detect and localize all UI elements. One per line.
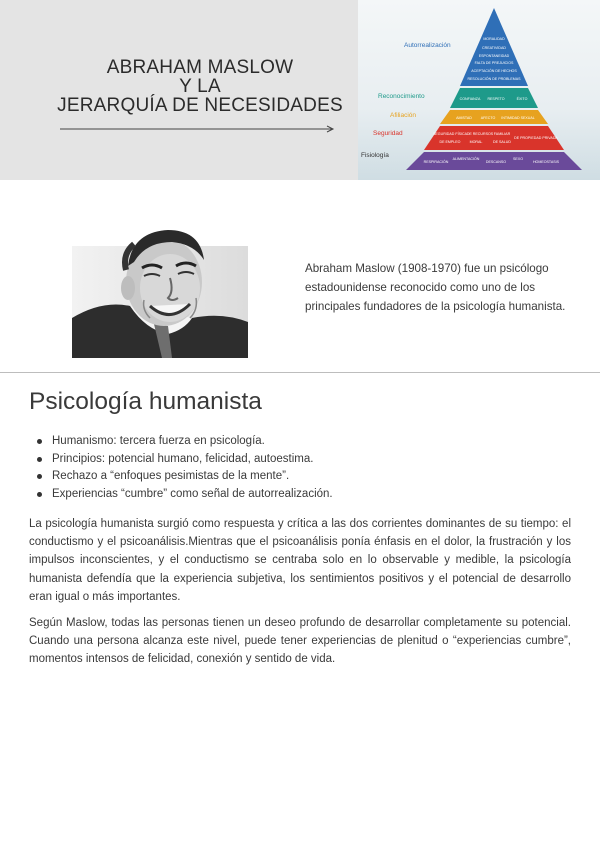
svg-text:ALIMENTACIÓN: ALIMENTACIÓN [452,157,480,161]
svg-text:AMISTAD: AMISTAD [456,116,472,120]
label-seguridad: Seguridad [373,130,403,137]
title-line-2: Y LA [179,76,221,97]
bullet-list [36,433,576,503]
svg-text:DE PROPIEDAD PRIVADA: DE PROPIEDAD PRIVADA [514,136,558,140]
svg-text:ESPONTANEIDAD: ESPONTANEIDAD [478,54,510,58]
paragraph-1: La psicología humanista surgió como respuesta y crítica a las dos corrientes dominantes de su tiempo: el conductismo y el psicoanálisis.Mientras que el psicoanálisis ponía énfasis en el dolor, la frustración y los impulsos inconscientes, y el conductismo se centraba solo en lo observable y medible, la psicología humanista defendía que la experiencia subjetiva, los sentimientos positivos y el potencial de desarrollo eran igual o más importantes. [29,518,571,603]
svg-text:HOMEOSTASIS: HOMEOSTASIS [532,160,560,164]
svg-text:SEGURIDAD FÍSICA: SEGURIDAD FÍSICA [433,132,467,136]
bio-text: Abraham Maslow (1908-1970) fue un psicólogo estadounidense reconocido como uno de los principales fundadores de la psicología humanista. [305,262,566,313]
svg-text:RESPIRACIÓN: RESPIRACIÓN [423,160,449,164]
svg-text:ACEPTACIÓN DE HECHOS: ACEPTACIÓN DE HECHOS [471,69,517,73]
svg-text:SEXO: SEXO [513,157,523,161]
label-autorrealizacion: Autorrealización [404,42,451,49]
arrow-right-icon [60,124,338,134]
maslow-pyramid-image [358,0,600,180]
label-reconocimiento: Reconocimiento [378,93,425,100]
svg-text:RESOLUCIÓN DE PROBLEMAS: RESOLUCIÓN DE PROBLEMAS [467,77,521,81]
svg-text:MORAL: MORAL [469,140,483,144]
page-title [40,58,360,115]
list-item: Principios: potencial humano, felicidad, autoestima. [36,451,576,469]
svg-text:RESPETO: RESPETO [487,97,505,101]
section-heading: Psicología humanista [29,388,262,415]
svg-text:CREATIVIDAD: CREATIVIDAD [482,46,506,50]
title-line-3: JERARQUÍA DE NECESIDADES [57,95,343,116]
paragraph-2: Según Maslow, todas las personas tienen un deseo profundo de desarrollar completamente su potencial. Cuando una persona alcanza este nivel, puede tener experiencias de plenitud o “experiencias cumbre”, momentos intensos de felicidad, conexión y sentido de vida. [29,617,571,666]
label-afiliacion: Afiliación [390,112,417,119]
svg-text:MORALIDAD: MORALIDAD [483,37,505,41]
list-item: Humanismo: tercera fuerza en psicología. [36,433,576,451]
list-item: Experiencias “cumbre” como señal de autorrealización. [36,486,576,504]
title-line-1: ABRAHAM MASLOW [106,57,294,78]
label-fisiologia: Fisiología [361,152,389,159]
svg-text:DESCANSO: DESCANSO [485,160,507,164]
svg-text:DE RECURSOS: DE RECURSOS [466,132,494,136]
svg-text:ÉXITO: ÉXITO [516,97,528,101]
section-divider [0,372,600,373]
svg-text:DE SALUD: DE SALUD [493,140,511,144]
svg-text:AFECTO: AFECTO [480,116,496,120]
svg-text:INTIMIDAD SEXUAL: INTIMIDAD SEXUAL [501,116,535,120]
svg-text:DE EMPLEO: DE EMPLEO [439,140,461,144]
list-item: Rechazo a “enfoques pesimistas de la mente”. [36,468,576,486]
portrait-photo [72,226,248,358]
svg-text:CONFIANZA: CONFIANZA [459,97,481,101]
svg-text:FALTA DE PREJUICIOS: FALTA DE PREJUICIOS [474,61,514,65]
svg-text:FAMILIAR: FAMILIAR [493,132,511,136]
